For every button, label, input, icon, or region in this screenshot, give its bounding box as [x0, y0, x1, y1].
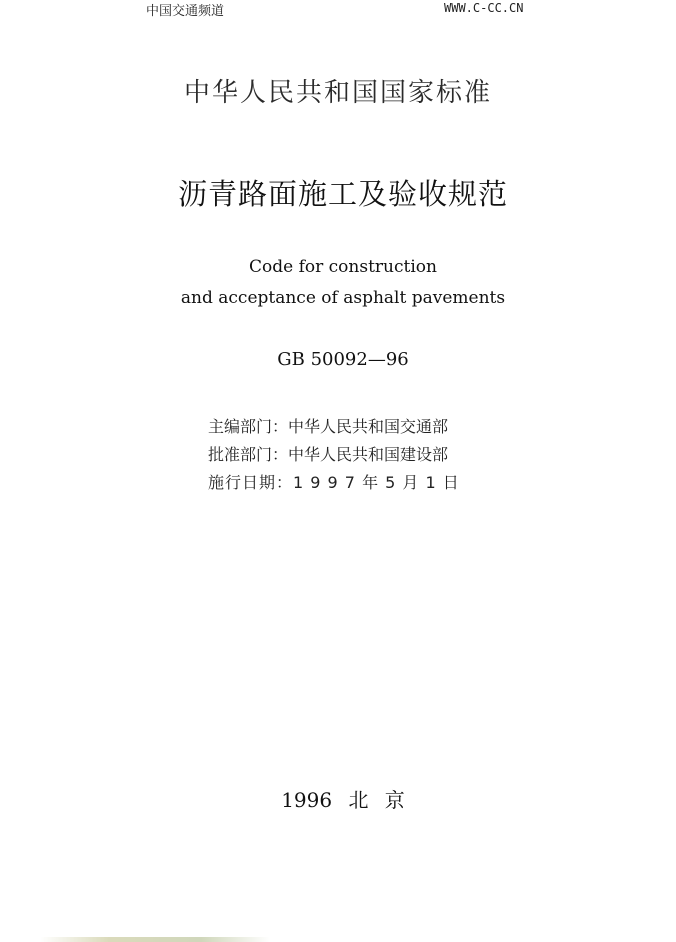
- document-title-chinese: 沥青路面施工及验收规范: [177, 177, 508, 211]
- approving-department: 批准部门：中华人民共和国建设部: [208, 445, 449, 464]
- standard-code: GB 50092—96: [277, 349, 409, 370]
- effective-date: 施行日期：1 9 9 7 年 5 月 1 日: [208, 473, 460, 492]
- document-title-english-line1: Code for construction: [249, 257, 437, 277]
- scan-artifact: [40, 937, 270, 942]
- document-title-english-line2: and acceptance of asphalt pavements: [180, 288, 506, 308]
- publication-year-place: 1996 北 京: [281, 788, 405, 812]
- header-channel-name: 中国交通频道: [146, 4, 225, 19]
- issuer-heading: 中华人民共和国国家标准: [183, 78, 492, 108]
- chief-editor-department: 主编部门：中华人民共和国交通部: [208, 417, 449, 436]
- header-website: WWW.C-CC.CN: [444, 1, 524, 15]
